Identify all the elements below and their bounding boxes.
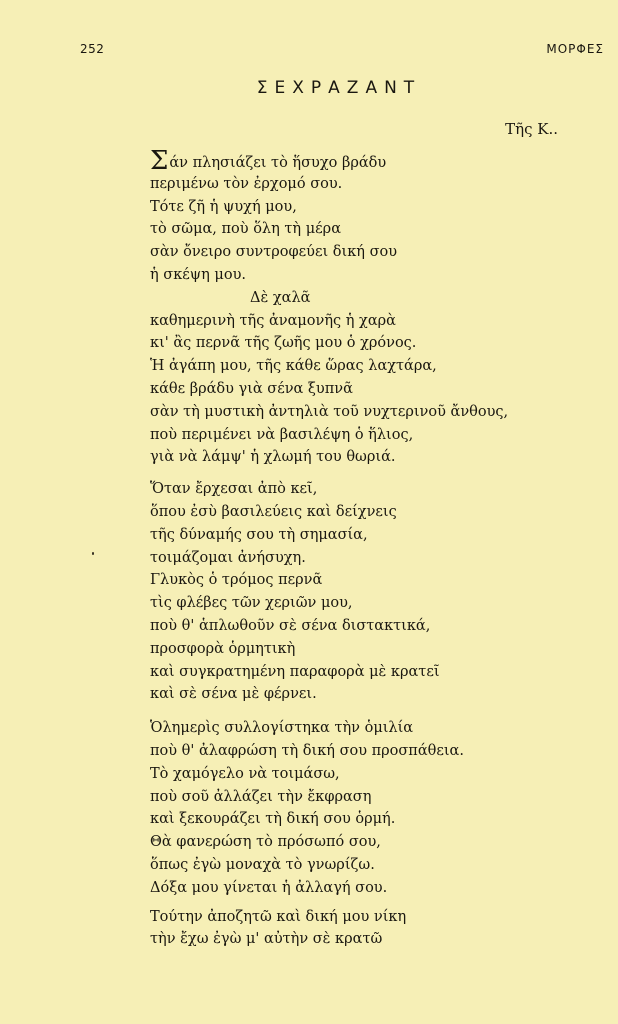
poem-line: Τούτην ἀποζητῶ καὶ δική μου νίκη: [150, 908, 407, 925]
poem-line: γιὰ νὰ λάμψ' ἡ χλωμή του θωριά.: [150, 449, 396, 466]
poem-line: καὶ σὲ σένα μὲ φέρνει.: [150, 686, 317, 703]
poem-byline: Τῆς Κ..: [505, 120, 558, 138]
poem-body: [150, 146, 580, 951]
drop-cap: Σ: [150, 146, 169, 176]
stanza-2: [150, 478, 580, 706]
poem-line: ποὺ θ' ἁπλωθοῦν σὲ σένα διστακτικά,: [150, 617, 431, 634]
poem-line-text: άν πλησιάζει τὸ ἥσυχο βράδυ: [169, 155, 387, 171]
poem-line: Τὸ χαμόγελο νὰ τοιμάσω,: [150, 765, 340, 782]
poem-line: ποὺ θ' ἀλαφρώση τὴ δική σου προσπάθεια.: [150, 742, 464, 759]
poem-line: ἡ σκέψη μου.: [150, 266, 247, 283]
poem-line: τὶς φλέβες τῶν χεριῶν μου,: [150, 595, 353, 612]
poem-line: [150, 146, 580, 176]
poem-line: Δόξα μου γίνεται ἡ ἀλλαγή σου.: [150, 879, 388, 896]
poem-line: Ἡ ἀγάπη μου, τῆς κάθε ὥρας λαχτάρα,: [150, 358, 437, 375]
poem-line: Γλυκὸς ὁ τρόμος περνᾶ: [150, 572, 323, 589]
poem-line: Τότε ζῆ ἡ ψυχή μου,: [150, 198, 297, 215]
poem-line: καὶ συγκρατημένη παραφορὰ μὲ κρατεῖ: [150, 663, 440, 680]
poem-title: ΣΕΧΡΑΖΑΝΤ: [256, 78, 422, 98]
poem-line: ποὺ σοῦ ἀλλάζει τὴν ἔκφραση: [150, 788, 372, 805]
stanza-1: [150, 146, 580, 469]
poem-line: σὰν ὄνειρο συντροφεύει δική σου: [150, 244, 398, 261]
poem-line: ὅπου ἐσὺ βασιλεύεις καὶ δείχνεις: [150, 503, 397, 520]
poem-line: τὸ σῶμα, ποὺ ὅλη τὴ μέρα: [150, 221, 341, 238]
poem-line: Ὁλημερὶς συλλογίστηκα τὴν ὁμιλία: [150, 720, 414, 737]
poem-line: Θὰ φανερώση τὸ πρόσωπό σου,: [150, 834, 381, 851]
poem-line: προσφορὰ ὁρμητικὴ: [150, 640, 296, 657]
poem-line: καθημερινὴ τῆς ἀναμονῆς ἡ χαρὰ: [150, 312, 396, 329]
poem-line: Ὅταν ἔρχεσαι ἀπὸ κεῖ,: [150, 481, 318, 498]
stanza-3: [150, 717, 580, 899]
poem-line: κι' ἂς περνᾶ τῆς ζωῆς μου ὁ χρόνος.: [150, 335, 417, 352]
poem-line: τοιμάζομαι ἀνήσυχη.: [150, 549, 306, 566]
poem-line: καὶ ξεκουράζει τὴ δική σου ὁρμή.: [150, 811, 396, 828]
stanza-4: [150, 906, 580, 952]
poem-line: κάθε βράδυ γιὰ σένα ξυπνᾶ: [150, 380, 353, 397]
poem-line: τῆς δύναμής σου τὴ σημασία,: [150, 526, 368, 543]
poem-line: σὰν τὴ μυστικὴ ἀντηλιὰ τοῦ νυχτερινοῦ ἄνθους,: [150, 403, 509, 420]
poem-line: ὅπως ἐγὼ μοναχὰ τὸ γνωρίζω.: [150, 856, 375, 873]
poem-line: περιμένω τὸν ἐρχομό σου.: [150, 175, 343, 192]
poem-line: ποὺ περιμένει νὰ βασιλέψη ὁ ἥλιος,: [150, 426, 414, 443]
print-speck: [92, 552, 94, 555]
running-head: ΜΟΡΦΕΣ: [546, 42, 604, 56]
poem-line: τὴν ἔχω ἐγὼ μ' αὐτὴν σὲ κρατῶ: [150, 931, 383, 948]
page-number: 252: [80, 42, 105, 56]
poem-line: Δὲ χαλᾶ: [250, 289, 311, 306]
